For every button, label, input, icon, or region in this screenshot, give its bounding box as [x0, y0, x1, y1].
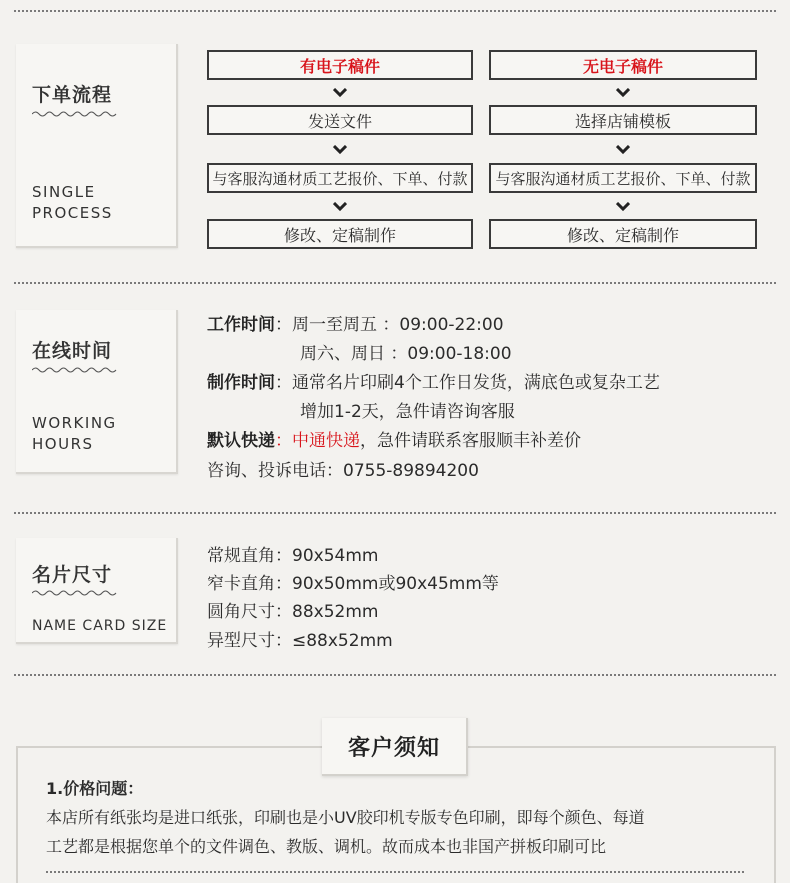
- size-line: 圆角尺寸：88x52mm: [207, 602, 379, 622]
- divider-hours: [14, 512, 776, 514]
- chevron-down-icon: [616, 88, 630, 98]
- divider-top: [14, 10, 776, 12]
- flow-left-head: 有电子稿件: [207, 50, 473, 80]
- chevron-down-icon: [333, 202, 347, 212]
- express-label: 默认快递: [207, 431, 275, 451]
- flow-left-step2: 与客服沟通材质工艺报价、下单、付款: [207, 163, 473, 193]
- size-line: 异型尺寸：≤88x52mm: [207, 631, 393, 651]
- divider-notice: [46, 871, 744, 873]
- hours-card: [16, 310, 178, 474]
- work-time-value: ：周一至周五 ：09:00-22:00: [275, 315, 504, 335]
- chevron-down-icon: [616, 202, 630, 212]
- express-colon: ：: [275, 431, 292, 451]
- make-time-line: [207, 368, 660, 393]
- size-title-en: NAME CARD SIZE: [32, 618, 168, 634]
- flow-right-step3: 修改、定稿制作: [489, 219, 757, 249]
- make-time-value: ：通常名片印刷4个工作日发货，满底色或复杂工艺: [275, 373, 660, 393]
- notice-item-title: 1.价格问题：: [46, 779, 144, 798]
- process-title: 下单流程: [32, 84, 113, 106]
- divider-process: [14, 282, 776, 284]
- notice-text-line: 本店所有纸张均是进口纸张，印刷也是小UV胶印机专版专色印刷，即每个颜色、每道: [46, 808, 645, 827]
- flow-right-head: 无电子稿件: [489, 50, 757, 80]
- express-line: [207, 426, 581, 451]
- chevron-down-icon: [616, 145, 630, 155]
- phone-line: 咨询、投诉电话：0755-89894200: [207, 461, 479, 481]
- hours-title-en-2: HOURS: [32, 435, 94, 453]
- flow-right-step2: 与客服沟通材质工艺报价、下单、付款: [489, 163, 757, 193]
- express-carrier: 中通快递: [292, 431, 360, 451]
- work-time-line: [207, 310, 504, 335]
- flow-left-step3: 修改、定稿制作: [207, 219, 473, 249]
- hours-title-en-1: WORKING: [32, 414, 117, 432]
- divider-size: [14, 674, 776, 676]
- wave-decoration: [32, 589, 118, 597]
- make-time-line-2: 增加1-2天，急件请咨询客服: [300, 402, 515, 422]
- hours-title: 在线时间: [32, 340, 113, 362]
- wave-decoration: [32, 366, 118, 374]
- size-line: 常规直角：90x54mm: [207, 546, 379, 566]
- work-time-label: 工作时间: [207, 315, 275, 335]
- chevron-down-icon: [333, 145, 347, 155]
- flow-right-step1: 选择店铺模板: [489, 105, 757, 135]
- process-card: [16, 44, 178, 248]
- flow-left-step1: 发送文件: [207, 105, 473, 135]
- chevron-down-icon: [333, 88, 347, 98]
- work-time-line-2: 周六、周日 ：09:00-18:00: [300, 344, 512, 364]
- express-note: ，急件请联系客服顺丰补差价: [360, 431, 581, 451]
- process-title-en-2: PROCESS: [32, 204, 113, 222]
- wave-decoration: [32, 110, 118, 118]
- size-line: 窄卡直角：90x50mm或90x45mm等: [207, 574, 499, 594]
- size-title: 名片尺寸: [32, 564, 113, 586]
- make-time-label: 制作时间: [207, 373, 275, 393]
- size-card: [16, 538, 178, 644]
- notice-text-line: 工艺都是根据您单个的文件调色、教版、调机。故而成本也非国产拼板印刷可比: [46, 837, 607, 856]
- notice-title: 客户须知: [322, 718, 468, 776]
- process-title-en-1: SINGLE: [32, 183, 96, 201]
